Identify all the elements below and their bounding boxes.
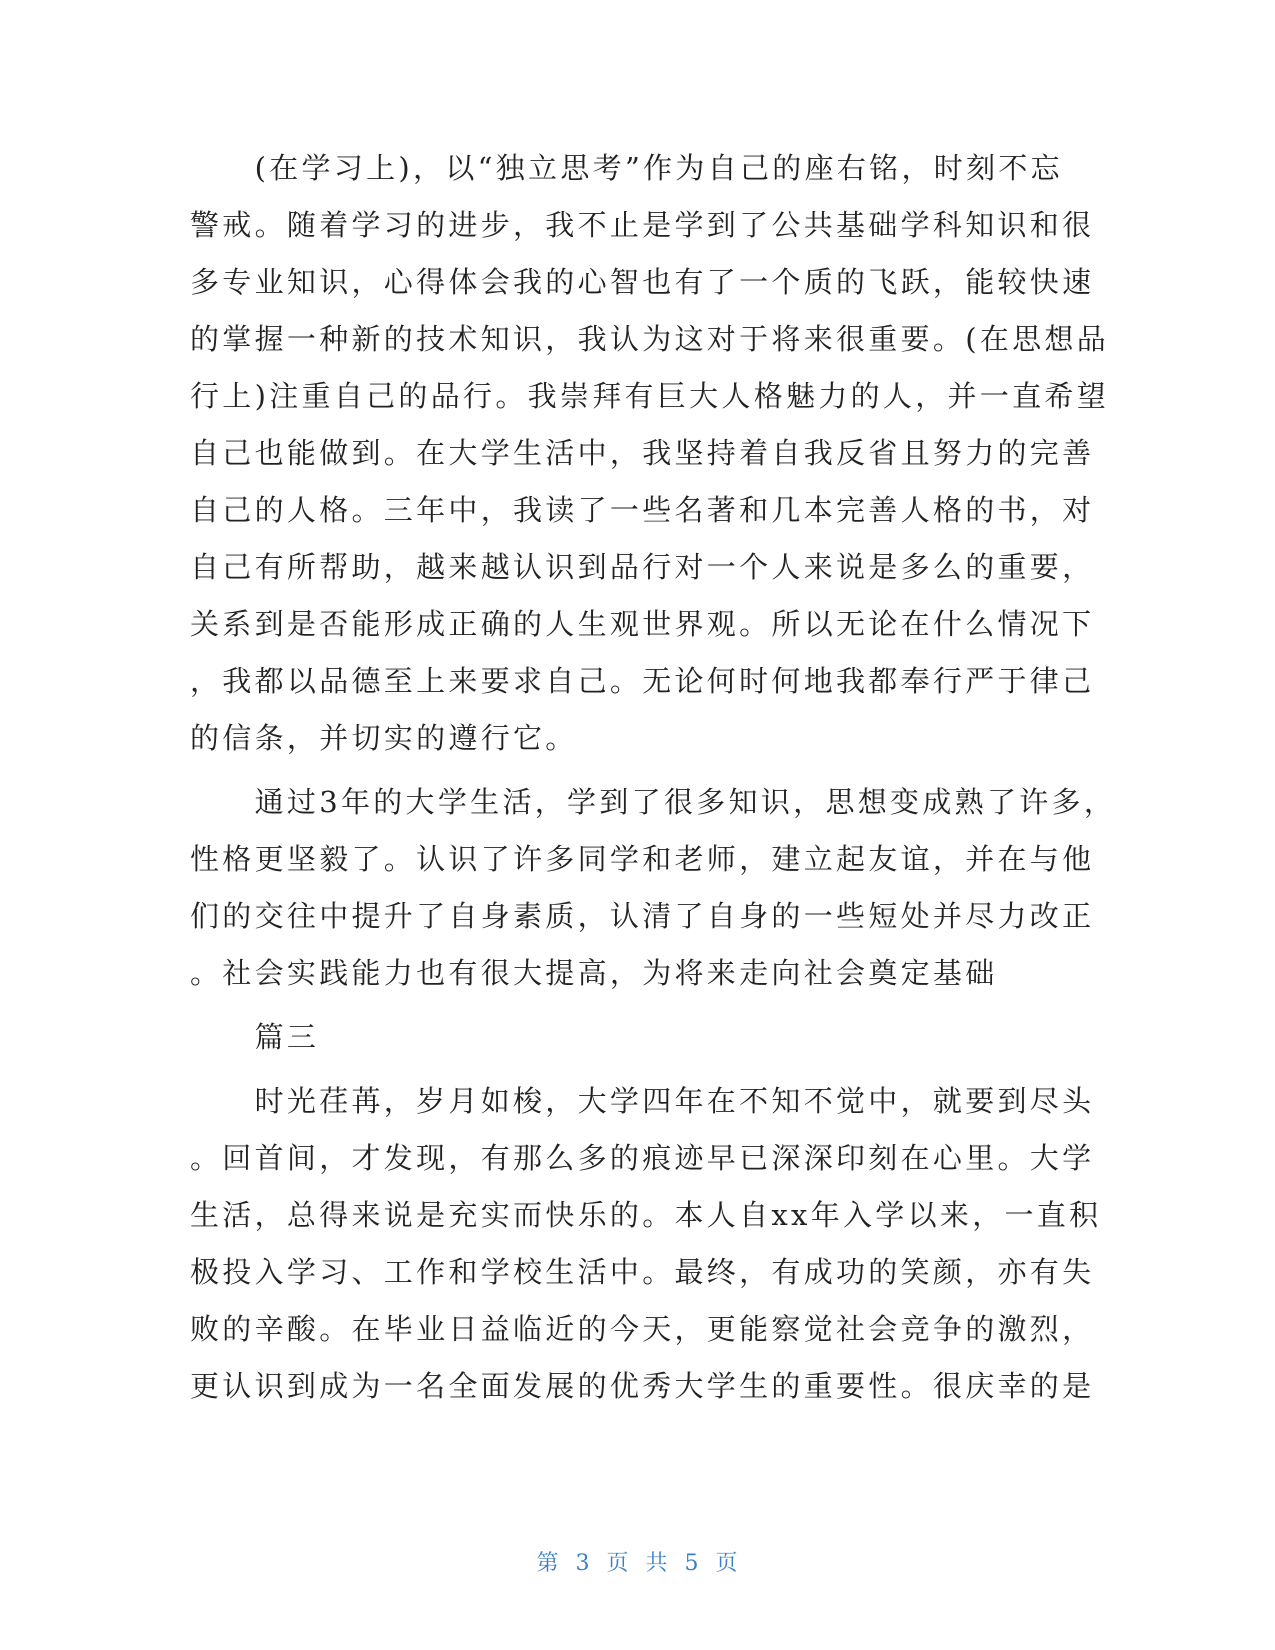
- footer-total-word: 共: [645, 1551, 669, 1576]
- text-line: 更认识到成为一名全面发展的优秀大学生的重要性。很庆幸的是: [190, 1369, 1095, 1403]
- text-line: ，我都以品德至上来要求自己。无论何时何地我都奉行严于律己: [190, 664, 1095, 698]
- page-footer: [0, 1549, 1275, 1579]
- text-line: 自己的人格。三年中，我读了一些名著和几本完善人格的书，对: [190, 493, 1095, 527]
- text-line: 们的交往中提升了自身素质，认清了自身的一些短处并尽力改正: [190, 899, 1095, 933]
- text-line: 生活，总得来说是充实而快乐的。本人自xx年入学以来，一直积: [190, 1198, 1102, 1232]
- total-pages-number: 5: [684, 1551, 700, 1576]
- text-line: 警戒。随着学习的进步，我不止是学到了公共基础学科知识和很: [190, 208, 1095, 242]
- text-line: 的掌握一种新的技术知识，我认为这对于将来很重要。(在思想品: [190, 322, 1110, 356]
- text-line: 。社会实践能力也有很大提高，为将来走向社会奠定基础: [190, 956, 998, 990]
- text-line: 关系到是否能形成正确的人生观世界观。所以无论在什么情况下: [190, 607, 1095, 641]
- text-line: 多专业知识，心得体会我的心智也有了一个质的飞跃，能较快速: [190, 265, 1095, 299]
- footer-page-word: 页: [606, 1551, 630, 1576]
- text-line: 极投入学习、工作和学校生活中。最终，有成功的笑颜，亦有失: [190, 1255, 1095, 1289]
- text-line: (在学习上)，以“独立思考”作为自己的座右铭，时刻不忘: [190, 151, 1063, 185]
- text-line: 自己有所帮助，越来越认识到品行对一个人来说是多么的重要，: [190, 550, 1095, 584]
- text-line: 通过3年的大学生活，学到了很多知识，思想变成熟了许多，: [190, 785, 1117, 819]
- text-line: 的信条，并切实的遵行它。: [190, 721, 578, 755]
- text-line: 性格更坚毅了。认识了许多同学和老师，建立起友谊，并在与他: [190, 842, 1095, 876]
- section-heading: 篇三: [190, 1020, 320, 1054]
- current-page-number: 3: [575, 1551, 591, 1576]
- footer-prefix: 第: [536, 1551, 560, 1576]
- text-line: 败的辛酸。在毕业日益临近的今天，更能察觉社会竞争的激烈，: [190, 1312, 1095, 1346]
- text-line: 。回首间，才发现，有那么多的痕迹早已深深印刻在心里。大学: [190, 1141, 1095, 1175]
- text-line: 自己也能做到。在大学生活中，我坚持着自我反省且努力的完善: [190, 436, 1095, 470]
- footer-suffix: 页: [715, 1551, 739, 1576]
- text-line: 行上)注重自己的品行。我崇拜有巨大人格魅力的人，并一直希望: [190, 379, 1110, 413]
- text-line: 时光荏苒，岁月如梭，大学四年在不知不觉中，就要到尽头: [190, 1084, 1095, 1118]
